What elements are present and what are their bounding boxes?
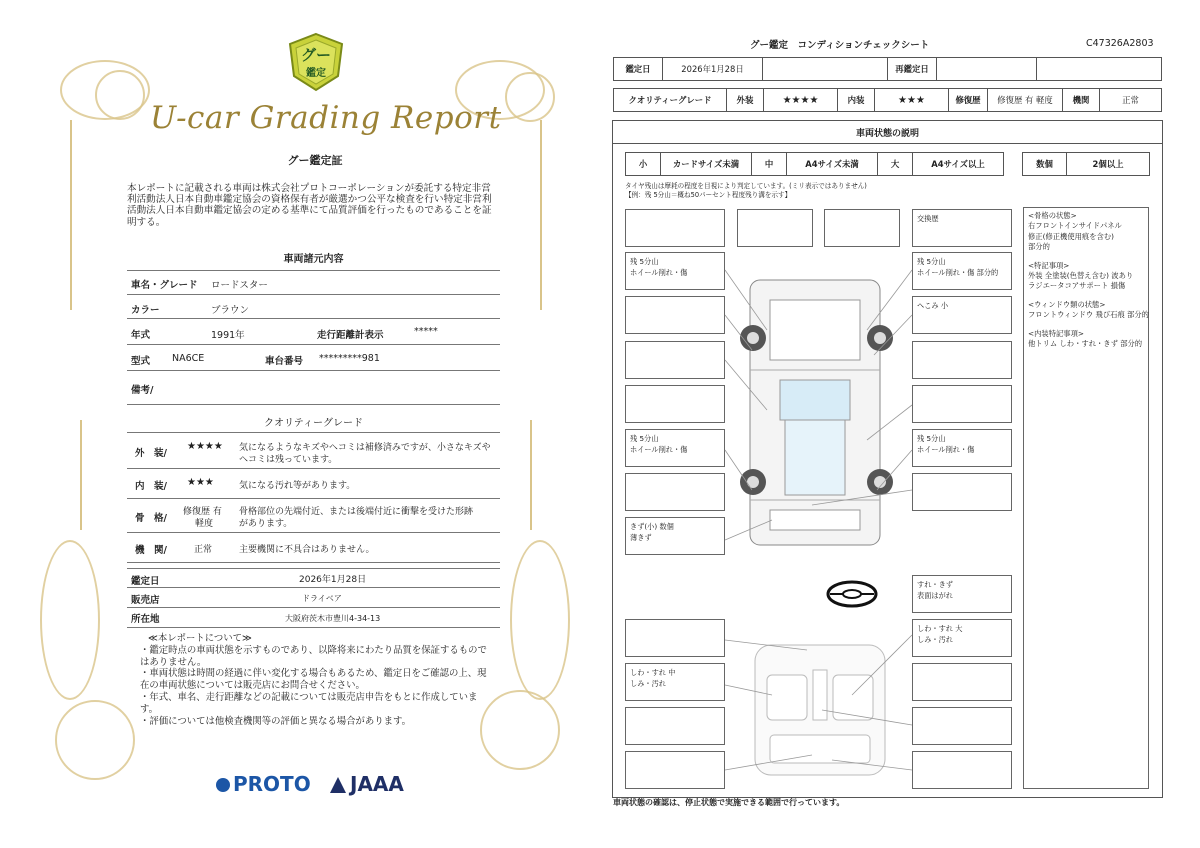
callout-text: 残 5分山	[630, 257, 659, 266]
appraisal-date-value: 2026年1月28日	[299, 575, 367, 585]
color-value: ブラウン	[211, 305, 250, 316]
note-item: ・評価については他検査機関等の評価と異なる場合があります。	[140, 715, 411, 727]
name-label: 車名・グレード	[131, 280, 198, 291]
callout-text: 残 5分山	[917, 434, 946, 443]
note-spacer	[1028, 292, 1144, 300]
quality-row-engine	[127, 533, 500, 563]
callout-text: 交換歴	[917, 214, 939, 223]
year-value: 1991年	[211, 330, 245, 341]
badge-bottom-text: 鑑定	[306, 68, 326, 79]
mileage-label: 走行距離計表示	[317, 330, 384, 341]
model-label: 型式	[131, 356, 151, 367]
reappraisal-value	[936, 57, 1037, 81]
note-line: <骨格の状態>	[1028, 211, 1077, 220]
engine-label: 機関	[1062, 88, 1100, 112]
ornament-lower-right	[510, 540, 570, 700]
leader-lines	[612, 200, 1022, 800]
proto-mark-icon	[216, 778, 230, 792]
vine-left-top	[70, 120, 72, 310]
tire-note-example: 【例：残 5分山＝概ね50パーセント程度残り溝を示す】	[625, 191, 792, 199]
callout-text: ホイール削れ・傷	[630, 445, 688, 454]
proto-logo-text: PROTO	[233, 772, 311, 796]
address-value: 大阪府茨木市豊川4-34-13	[285, 614, 381, 623]
year-label: 年式	[131, 330, 151, 341]
note-spacer	[1028, 321, 1144, 329]
report-title: U-car Grading Report	[150, 100, 502, 136]
blank-cell	[1036, 57, 1162, 81]
legend-large-desc: A4サイズ以上	[912, 152, 1004, 176]
note-line: <内装特記事項>	[1028, 328, 1085, 338]
quality-grade-label: クオリティーグレード	[613, 88, 727, 112]
engine-grade: 正常	[194, 545, 213, 555]
badge-top-text: グー	[300, 46, 331, 64]
callout-text: きず(小) 数個	[630, 522, 674, 531]
callout-text: しわ・すれ 中	[630, 668, 676, 677]
note-line: <ウィンドウ類の状態>	[1028, 299, 1106, 309]
note-item: ・年式、車名、走行距離などの記載については販売店申告をもとに作成しています。	[140, 691, 478, 715]
specs-title: 車両諸元内容	[283, 254, 344, 265]
shop-row	[127, 588, 500, 608]
mileage-value: *****	[414, 326, 438, 337]
appraisal-date-label: 鑑定日	[131, 576, 160, 587]
vine-right-mid	[530, 420, 532, 530]
ornament-bottom-right	[480, 690, 560, 770]
flower-top-left	[95, 70, 145, 120]
intro-text: 本レポートに記載される車両は株式会社プロトコーポレーションが委託する特定非営利活動法人日本自動車鑑定協会の資格保有者が厳選かつ公平な検査を行い特定非営利活動法人日本自動車鑑定協会の定める基準にて品質評価を行ったものであることを証明する。	[127, 183, 492, 228]
report-notes	[140, 633, 490, 727]
tire-note: タイヤ残山は摩耗の程度を目視により判定しています。(ミリ表示ではありません)	[625, 182, 867, 190]
sheet-footer: 車両状態の確認は、停止状態で実施できる範囲で行っています。	[613, 798, 845, 807]
engine-label: 機 関/	[135, 545, 167, 556]
engine-value: 正常	[1099, 88, 1162, 112]
repair-history-value: 修復歴 有 軽度	[987, 88, 1063, 112]
note-line: ラジエータコアサポート 損傷	[1028, 281, 1126, 291]
chassis-label: 車台番号	[265, 356, 304, 367]
interior-label: 内 装/	[135, 481, 167, 492]
quality-row-exterior	[127, 433, 500, 469]
spec-row-model	[127, 345, 500, 371]
proto-logo	[216, 772, 311, 796]
interior-desc: 気になる汚れ等があります。	[239, 481, 356, 491]
exterior-label: 外 装/	[135, 448, 167, 459]
jaaa-mark-icon	[330, 777, 346, 793]
color-label: カラー	[131, 305, 160, 316]
exterior-label: 外装	[726, 88, 764, 112]
sheet-code: C47326A2803	[1086, 38, 1154, 49]
appraisal-date-value: 2026年1月28日	[662, 57, 763, 81]
note-spacer	[1028, 253, 1144, 261]
note-line: 修正(修正機使用痕を含む)	[1028, 231, 1114, 241]
goo-appraisal-badge	[288, 32, 344, 92]
note-item: ・車両状態は時間の経過に伴い変化する場合もあるため、鑑定日をご確認の上、現在の車両状態については販売店にお問合せください。	[140, 668, 487, 692]
spec-row-year	[127, 319, 500, 345]
quality-row-frame	[127, 499, 500, 533]
callout-text: ホイール削れ・傷 部分的	[917, 268, 999, 277]
sheet-title: グー鑑定 コンディションチェックシート	[750, 40, 930, 51]
exterior-desc: 気になるようなキズやヘコミは補修済みですが、小さなキズや	[239, 443, 491, 453]
ornament-lower-left	[40, 540, 100, 700]
frame-desc-2: があります。	[239, 519, 293, 529]
certificate-heading: グー鑑定証	[287, 154, 343, 167]
ornament-bottom-left	[55, 700, 135, 780]
spec-row-notes	[127, 371, 500, 405]
legend-count-desc: 2個以上	[1066, 152, 1150, 176]
exterior-desc-2: ヘコミは残っています。	[239, 455, 338, 465]
vine-left-mid	[80, 420, 82, 530]
callout-text: 薄きず	[630, 533, 652, 542]
callout-text: 残 5分山	[630, 434, 659, 443]
quality-row-interior	[127, 469, 500, 499]
explain-title: 車両状態の説明	[612, 120, 1163, 144]
notes-heading: ≪本レポートについて≫	[148, 633, 252, 644]
legend-small: 小	[625, 152, 661, 176]
reappraisal-label: 再鑑定日	[887, 57, 937, 81]
note-item: ・鑑定時点の車両状態を示すものであり、以降将来にわたり品質を保証するものではありません。	[140, 644, 487, 668]
callout-text: ホイール削れ・傷	[630, 268, 688, 277]
interior-stars: ★★★	[874, 88, 949, 112]
callout-text: しみ・汚れ	[917, 635, 953, 644]
callout-text: 残 5分山	[917, 257, 946, 266]
callout-text: ホイール削れ・傷	[917, 445, 975, 454]
chassis-value: *********981	[319, 353, 380, 364]
flower-top-right	[505, 72, 555, 122]
callout-text: すれ・きず	[917, 580, 953, 589]
callout-text: 表面はがれ	[917, 591, 953, 600]
blank-cell	[762, 57, 888, 81]
repair-history-label: 修復歴	[948, 88, 988, 112]
legend-small-desc: カードサイズ未満	[660, 152, 752, 176]
legend-medium: 中	[751, 152, 787, 176]
frame-grade: 修復歴 有	[183, 507, 222, 517]
callout-text: へこみ 小	[917, 301, 949, 310]
model-value: NA6CE	[172, 353, 205, 364]
callout-text: しみ・汚れ	[630, 679, 666, 688]
note-line: 右フロントインサイドパネル	[1028, 221, 1122, 231]
quality-title: クオリティーグレード	[264, 418, 363, 429]
shop-value: ドライベア	[302, 594, 342, 603]
shop-label: 販売店	[131, 595, 160, 606]
spec-row-name	[127, 271, 500, 295]
note-line: 部分的	[1028, 242, 1050, 252]
spec-row-color	[127, 295, 500, 319]
legend-count: 数個	[1022, 152, 1067, 176]
jaaa-logo-text: JAAA	[350, 772, 404, 796]
exterior-stars: ★★★★	[763, 88, 838, 112]
note-line: フロントウィンドウ 飛び石痕 部分的	[1028, 310, 1149, 320]
address-label: 所在地	[131, 614, 160, 625]
frame-grade-2: 軽度	[195, 519, 214, 529]
legend-medium-desc: A4サイズ未満	[786, 152, 878, 176]
interior-label: 内装	[837, 88, 875, 112]
interior-grade: ★★★	[187, 477, 214, 488]
note-line: <特記事項>	[1028, 260, 1070, 270]
note-line: 他トリム しわ・すれ・きず 部分的	[1028, 339, 1143, 349]
frame-label: 骨 格/	[135, 513, 167, 524]
frame-desc: 骨格部位の先端付近、または後端付近に衝撃を受けた形跡	[239, 507, 474, 517]
vine-right-top	[540, 120, 542, 310]
appraisal-date-row	[127, 568, 500, 588]
address-row	[127, 608, 500, 628]
condition-notes-panel	[1023, 207, 1149, 789]
note-line: 外装 全塗装(色替え含む) 波あり	[1028, 271, 1134, 281]
jaaa-logo	[330, 772, 404, 796]
name-value: ロードスター	[211, 280, 268, 291]
engine-desc: 主要機関に不具合はありません。	[239, 545, 375, 555]
appraisal-date-label: 鑑定日	[613, 57, 663, 81]
notes-label: 備考/	[131, 385, 154, 396]
legend-large: 大	[877, 152, 913, 176]
callout-text: しわ・すれ 大	[917, 624, 963, 633]
exterior-grade: ★★★★	[187, 441, 223, 452]
